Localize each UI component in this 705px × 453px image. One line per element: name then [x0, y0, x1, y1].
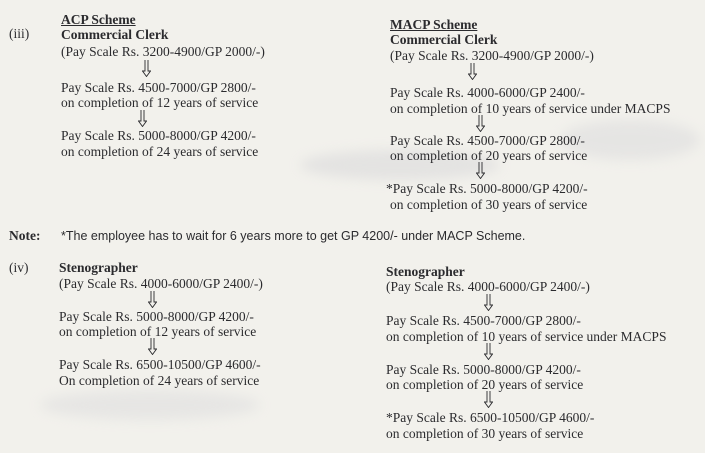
- macp-step-2-completion: on completion of 20 years of service: [390, 148, 588, 163]
- steno-acp-step-2-scale: Pay Scale Rs. 6500-10500/GP 4600/-: [59, 357, 261, 372]
- acp-step-1-completion: on completion of 12 years of service: [61, 95, 259, 110]
- steno-macp-initial-scale: (Pay Scale Rs. 4000-6000/GP 2400/-): [386, 279, 590, 294]
- down-arrow-icon: [476, 115, 485, 132]
- down-arrow-icon: [148, 338, 157, 355]
- steno-acp-step-1-completion: on completion of 12 years of service: [59, 324, 257, 339]
- scan-smudge: [40, 390, 260, 420]
- down-arrow-icon: [484, 343, 493, 360]
- steno-acp-post-title: Stenographer: [59, 260, 138, 275]
- down-arrow-icon: [468, 63, 477, 80]
- acp-scheme-heading: ACP Scheme: [61, 12, 136, 27]
- steno-macp-step-3-completion: on completion of 30 years of service: [386, 426, 584, 441]
- steno-macp-step-3-scale: *Pay Scale Rs. 6500-10500/GP 4600/-: [386, 410, 595, 425]
- steno-acp-initial-scale: (Pay Scale Rs. 4000-6000/GP 2400/-): [59, 276, 263, 291]
- macp-step-1-scale: Pay Scale Rs. 4000-6000/GP 2400/-: [390, 85, 585, 100]
- acp-step-1-scale: Pay Scale Rs. 4500-7000/GP 2800/-: [61, 80, 256, 95]
- macp-step-1-completion: on completion of 10 years of service under MACPS: [390, 101, 671, 116]
- section-numeral-iv: (iv): [9, 260, 29, 275]
- steno-acp-step-1-scale: Pay Scale Rs. 5000-8000/GP 4200/-: [59, 309, 254, 324]
- steno-acp-step-2-completion: On completion of 24 years of service: [59, 373, 260, 388]
- note-label: Note:: [9, 228, 41, 243]
- macp-initial-scale: (Pay Scale Rs. 3200-4900/GP 2000/-): [390, 48, 594, 63]
- steno-macp-step-2-scale: Pay Scale Rs. 5000-8000/GP 4200/-: [386, 362, 581, 377]
- steno-macp-post-title: Stenographer: [386, 264, 465, 279]
- acp-step-2-completion: on completion of 24 years of service: [61, 144, 259, 159]
- steno-macp-step-2-completion: on completion of 20 years of service: [386, 377, 584, 392]
- down-arrow-icon: [484, 391, 493, 408]
- macp-step-3-completion: on completion of 30 years of service: [390, 197, 588, 212]
- acp-post-title: Commercial Clerk: [61, 27, 169, 42]
- macp-step-3-scale: *Pay Scale Rs. 5000-8000/GP 4200/-: [386, 181, 588, 196]
- down-arrow-icon: [138, 110, 147, 127]
- steno-macp-step-1-scale: Pay Scale Rs. 4500-7000/GP 2800/-: [386, 313, 581, 328]
- down-arrow-icon: [476, 162, 485, 179]
- down-arrow-icon: [142, 60, 151, 77]
- section-numeral-iii: (iii): [9, 26, 30, 41]
- down-arrow-icon: [484, 294, 493, 311]
- macp-post-title: Commercial Clerk: [390, 32, 498, 47]
- note-text: *The employee has to wait for 6 years more to get GP 4200/- under MACP Scheme.: [61, 229, 526, 243]
- acp-step-2-scale: Pay Scale Rs. 5000-8000/GP 4200/-: [61, 128, 256, 143]
- macp-step-2-scale: Pay Scale Rs. 4500-7000/GP 2800/-: [390, 133, 585, 148]
- down-arrow-icon: [148, 291, 157, 308]
- macp-scheme-heading: MACP Scheme: [390, 17, 478, 32]
- acp-initial-scale: (Pay Scale Rs. 3200-4900/GP 2000/-): [61, 44, 265, 59]
- steno-macp-step-1-completion: on completion of 10 years of service under MACPS: [386, 329, 667, 344]
